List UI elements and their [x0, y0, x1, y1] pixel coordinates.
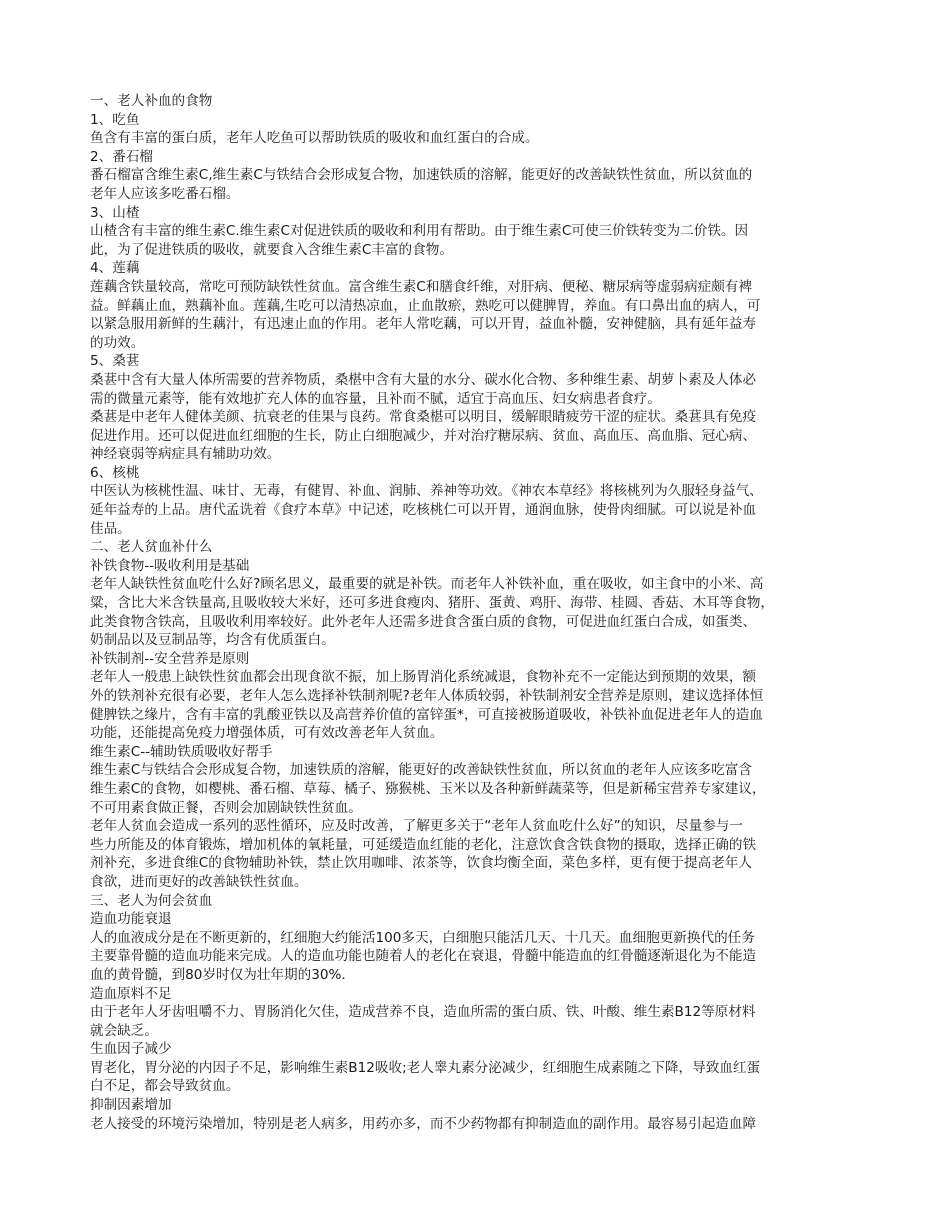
- text-line: 桑葚中含有大量人体所需要的营养物质，桑椹中含有大量的水分、碳水化合物、多种维生素、胡萝卜素及人体必: [90, 371, 757, 388]
- text-line: 益。鲜藕止血，熟藕补血。莲藕,生吃可以清热凉血，止血散瘀，熟吃可以健脾胃，养血。有口鼻出血的病人，可: [90, 297, 761, 314]
- text-line: 此，为了促进铁质的吸收，就要食入含维生素C丰富的食物。: [90, 241, 453, 258]
- text-line: 人的血液成分是在不断更新的，红细胞大约能活100多天，白细胞只能活几天、十几天。血细胞更新换代的任务: [90, 929, 755, 946]
- text-line: 维生素C与铁结合会形成复合物，加速铁质的溶解，能更好的改善缺铁性贫血，所以贫血的老年人应该多吃富含: [90, 762, 752, 779]
- text-line: 需的微量元素等，能有效地扩充人体的血容量，且补而不腻，适宜于高血压、妇女病患者食疗。: [90, 390, 661, 407]
- text-line: 老人接受的环境污染增加，特别是老人病多，用药亦多，而不少药物都有抑制造血的副作用。最容易引起造血障: [90, 1115, 757, 1132]
- text-line: 奶制品以及豆制品等，均含有优质蛋白。: [90, 632, 335, 649]
- text-line: 剂补充，多进食维C的食物辅助补铁，禁止饮用咖啡、浓茶等，饮食均衡全面，菜色多样，更有便于提高老年人: [90, 855, 752, 872]
- text-line: 粱，含比大米含铁量高,且吸收较大米好，还可多进食瘦肉、猪肝、蛋黄、鸡肝、海带、桂圆、香菇、木耳等食物，: [90, 595, 775, 612]
- text-line: 老年人贫血会造成一系列的恶性循环，应及时改善，了解更多关于“老年人贫血吃什么好”的知识，尽量参与一: [90, 818, 743, 835]
- text-line: 补铁制剂--安全营养是原则: [90, 650, 250, 667]
- text-line: 4、莲藕: [90, 260, 140, 277]
- article-body: [90, 92, 890, 1133]
- text-line: 功能，还能提高免疫力增强体质，可有效改善老年人贫血。: [90, 725, 444, 742]
- text-line: 老年人缺铁性贫血吃什么好?顾名思义，最重要的就是补铁。而老年人补铁补血，重在吸收，如主食中的小米、高: [90, 576, 764, 593]
- text-line: 就会缺乏。: [90, 1022, 158, 1039]
- text-line: 中医认为核桃性温、味甘、无毒，有健胃、补血、润肺、养神等功效。《神农本草经》将核桃列为久服轻身益气、: [90, 483, 763, 500]
- text-line: 的功效。: [90, 334, 145, 351]
- text-line: 6、核桃: [90, 464, 140, 481]
- text-line: 延年益寿的上品。唐代孟诜着《食疗本草》中记述，吃核桃仁可以开胃，通润血脉，使骨肉细腻。可以说是补血: [90, 502, 757, 519]
- text-line: 番石榴富含维生素C,维生素C与铁结合会形成复合物，加速铁质的溶解，能更好的改善缺铁性贫血，所以贫血的: [90, 167, 753, 184]
- text-line: 神经衰弱等病症具有辅助功效。: [90, 446, 281, 463]
- text-line: 由于老年人牙齿咀嚼不力、胃肠消化欠佳，造成营养不良，造血所需的蛋白质、铁、叶酸、维生素B12等原材料: [90, 1004, 756, 1021]
- text-line: 桑葚是中老年人健体美颜、抗衰老的佳果与良药。常食桑椹可以明目，缓解眼睛疲劳干涩的症状。桑葚具有免疫: [90, 409, 757, 426]
- text-line: 主要靠骨髓的造血功能来完成。人的造血功能也随着人的老化在衰退，骨髓中能造血的红骨髓逐渐退化为不能造: [90, 948, 757, 965]
- text-line: 鱼含有丰富的蛋白质，老年人吃鱼可以帮助铁质的吸收和血红蛋白的合成。: [90, 130, 539, 147]
- text-line: 2、番石榴: [90, 148, 154, 165]
- text-line: 补铁食物--吸收利用是基础: [90, 557, 250, 574]
- text-line: 老年人应该多吃番石榴。: [90, 185, 240, 202]
- text-line: 白不足，都会导致贫血。: [90, 1078, 240, 1095]
- text-line: 生血因子减少: [90, 1041, 172, 1058]
- text-line: 食欲，进而更好的改善缺铁性贫血。: [90, 873, 308, 890]
- text-line: 三、老人为何会贫血: [90, 892, 213, 909]
- text-line: 3、山楂: [90, 204, 140, 221]
- text-line: 佳品。: [90, 520, 131, 537]
- text-line: 维生素C的食物，如樱桃、番石榴、草莓、橘子、猕猴桃、玉米以及各种新鲜蔬菜等，但是新稀宝营养专家建议，: [90, 780, 766, 797]
- text-line: 抑制因素增加: [90, 1097, 172, 1114]
- text-line: 造血功能衰退: [90, 911, 172, 928]
- text-line: 维生素C--辅助铁质吸收好帮手: [90, 743, 273, 760]
- text-line: 二、老人贫血补什么: [90, 539, 213, 556]
- text-line: 老年人一般患上缺铁性贫血都会出现食欲不振，加上肠胃消化系统减退，食物补充不一定能达到预期的效果，额: [90, 669, 757, 686]
- text-line: 一、老人补血的食物: [90, 93, 213, 109]
- text-line: 1、吃鱼: [90, 111, 140, 128]
- text-line: 山楂含有丰富的维生素C.维生素C对促进铁质的吸收和利用有帮助。由于维生素C可使三价铁转变为二价铁。因: [90, 223, 749, 240]
- text-line: 些力所能及的体育锻炼，增加机体的氧耗量，可延缓造血红能的老化，注意饮食含铁食物的摄取，选择正确的铁: [90, 836, 757, 853]
- text-line: 胃老化，胃分泌的内因子不足，影响维生素B12吸收;老人睾丸素分泌减少，红细胞生成素随之下降，导致血红蛋: [90, 1059, 761, 1076]
- text-line: 5、桑葚: [90, 353, 140, 370]
- text-line: 莲藕含铁量较高，常吃可预防缺铁性贫血。富含维生素C和膳食纤维，对肝病、便秘、糖尿病等虚弱病症颇有裨: [90, 278, 752, 295]
- text-line: 促进作用。还可以促进血红细胞的生长，防止白细胞减少，并对治疗糖尿病、贫血、高血压、高血脂、冠心病、: [90, 427, 757, 444]
- text-line: 以紧急服用新鲜的生藕汁，有迅速止血的作用。老年人常吃藕，可以开胃，益血补髓，安神健脑，具有延年益寿: [90, 316, 757, 333]
- text-line: 不可用素食做正餐，否则会加剧缺铁性贫血。: [90, 799, 362, 816]
- text-line: 健脾铁之缘片，含有丰富的乳酸亚铁以及高营养价值的富锌蛋*，可直接被肠道吸收，补铁补血促进老年人的造血: [90, 706, 763, 723]
- text-line: 血的黄骨髓，到80岁时仅为壮年期的30%.: [90, 966, 346, 983]
- text-line: 外的铁剂补充很有必要，老年人怎么选择补铁制剂呢?老年人体质较弱，补铁制剂安全营养是原则，建议选择体恒: [90, 688, 764, 704]
- text-line: 造血原料不足: [90, 985, 172, 1002]
- text-line: 此类食物含铁高，且吸收利用率较好。此外老年人还需多进食含蛋白质的食物，可促进血红蛋白合成，如蛋类、: [90, 613, 757, 630]
